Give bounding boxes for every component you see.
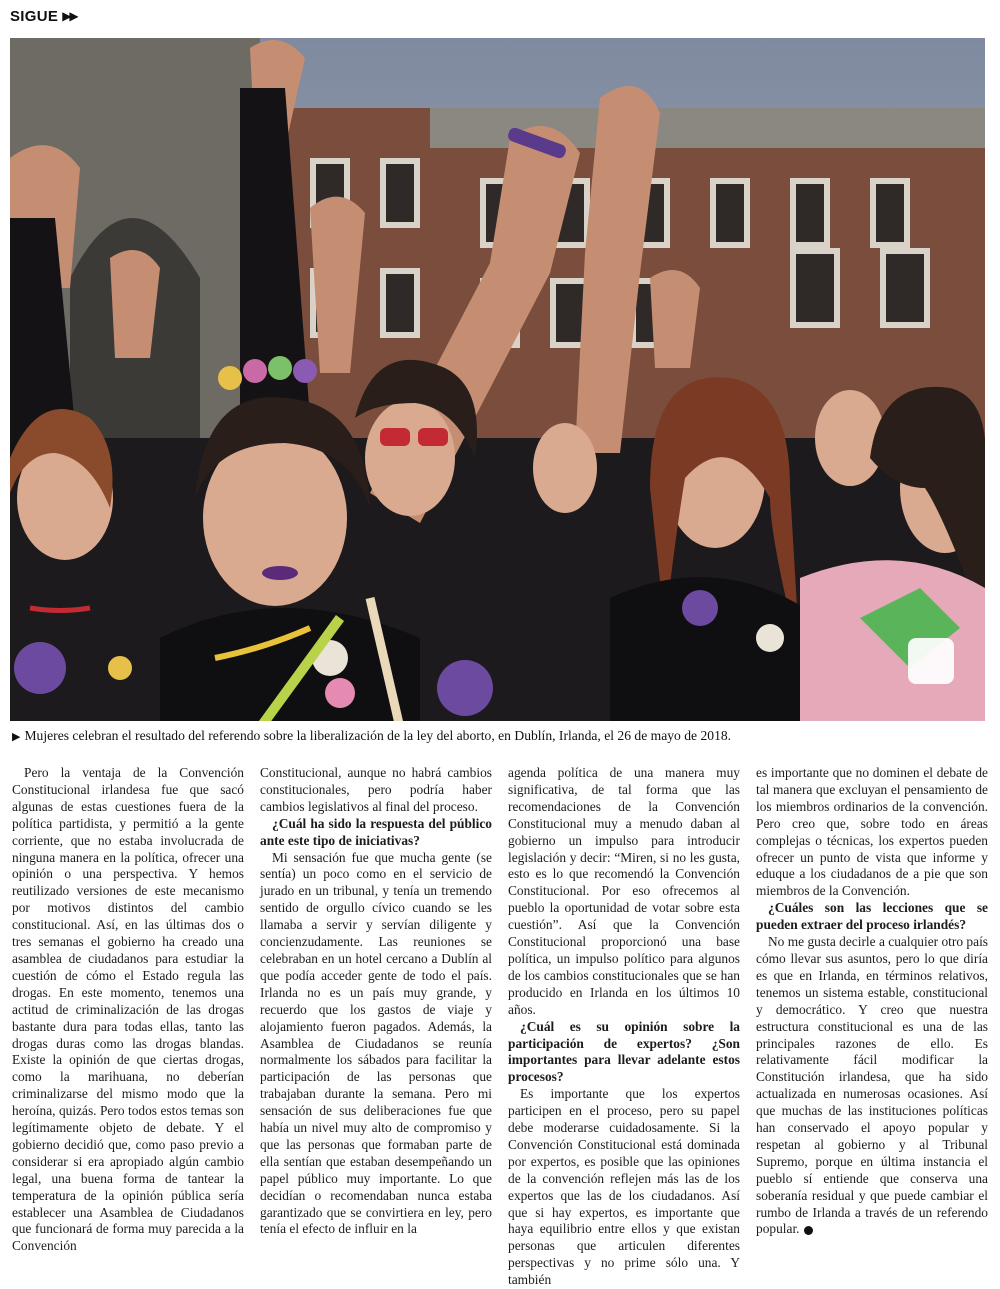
- interview-question: ¿Cuál es su opinión sobre la participación de expertos? ¿Son importantes para llevar adelante estos procesos?: [508, 1018, 740, 1085]
- continue-header: [10, 6, 77, 26]
- interview-question: ¿Cuáles son las lecciones que se pueden extraer del proceso irlandés?: [756, 900, 988, 933]
- caption-text: Mujeres celebran el resultado del referendo sobre la liberalización de la ley del aborto, en Dublín, Irlanda, el 26 de mayo de 2018.: [24, 728, 732, 743]
- paragraph: Es importante que los expertos participen en el proceso, pero su papel debe moderarse cuidadosamente. Si la Convención Constitucional está dominada por expertos, es posible que las opiniones de la convención reflejen más las de los expertos que las de los ciudadanos. Así que si hay expertos, es importante que haya equilibrio entre ellos y que existan personas que articulen diferentes perspectivas y no prime sólo una. Y también: [508, 1086, 740, 1288]
- news-photo: [10, 38, 985, 721]
- double-arrow-icon: ▶▶: [62, 9, 77, 23]
- article-body: [12, 765, 988, 1288]
- interview-question: ¿Cuál ha sido la respuesta del público ante este tipo de iniciativas?: [260, 815, 492, 848]
- paragraph: Constitucional, aunque no habrá cambios constitucionales, pero podría haber cambios legislativos al final del proceso.: [260, 765, 492, 814]
- article-column-1: [12, 765, 244, 1255]
- expand-arrows-icon: [908, 638, 985, 721]
- paragraph: es importante que no dominen el debate de tal manera que excluyan el pensamiento de los miembros ordinarios de la convención. Pero creo que, sobre todo en áreas complejas o técnicas, los expertos pueden ofrecer un punto de vista que informe y eduque a los ciudadanos de a pie que son miembros de la Convención.: [756, 765, 988, 899]
- paragraph: Mi sensación fue que mucha gente (se sentía) un poco como en el servicio de jurado en un tribunal, y tenía un tremendo sentido de orgullo cívico cuando se les llamaba a servir y servían diligente y concienzudamente. Las reuniones se celebraban en un hotel cercano a Dublín al que podía acceder gente de todo el país. Irlanda no es un país muy grande, y recuerdo que los gastos de viaje y alojamiento fueron pagados. Además, la Asamblea de Ciudadanos se reunía normalmente los sábados para facilitar la participación de las personas que trabajaban durante la semana. Pero mi sensación de sus deliberaciones fue que había un nivel muy alto de compromiso y que las personas que formaban parte de ella sentían que estaban desempeñando un papel público muy importante. Lo que decidían o recomendaban nunca estaba garantizado que se convirtiera en ley, pero tenía el efecto de influir en la: [260, 849, 492, 1237]
- article-column-2: [260, 765, 492, 1238]
- caption-marker-icon: ▶: [12, 730, 21, 743]
- photo-illustration: [10, 38, 985, 721]
- final-paragraph: [756, 934, 988, 1238]
- paragraph: Pero la ventaja de la Convención Constitucional irlandesa fue que sacó algunas de estas cuestiones fuera de la política partidista, y permitió a la gente corriente, que no estaba involucrada de ninguna manera en la política, ofrecer una opinión o una perspectiva. Y hemos reutilizado versiones de este mecanismo por motivos distintos del cambio constitucional. Así, en las últimas dos o tres semanas el gobierno ha creado una asamblea de ciudadanos para estudiar la cuestión de cómo el Estado regula las drogas. En este momento, tenemos una actitud de criminalización de las drogas bastante dura para todas ellas, tanto las drogas duras como las drogas blandas. Existe la opinión de que ciertas drogas, como la marihuana, no deberían criminalizarse del mismo modo que la heroína, quizás. Pero todos estos temas son legítimamente objeto de debate. Y el gobierno decidió que, como paso previo a considerar si era apropiado algún cambio legal, una buena forma de tantear la temperatura de la opinión pública sería establecer una Asamblea de Ciudadanos que funcionará de forma muy parecida a la Convención: [12, 765, 244, 1254]
- article-column-3: [508, 765, 740, 1289]
- photo-caption: [12, 728, 987, 744]
- paragraph: agenda política de una manera muy significativa, de tal forma que las recomendaciones de la Convención Constitucional muy a menudo daban al gobierno un impulso para introducir legislación y decir: “Miren, si no les gusta, esto es lo que recomendó la Convención Constitucional. Por eso ofrecemos al pueblo la oportunidad de votar sobre esta cuestión”. Así que la Convención Constitucional proporcionó una base política, un impulso político para algunos de los cambios constitucionales que se han producido en Irlanda en los últimos 10 años.: [508, 765, 740, 1017]
- expand-image-button[interactable]: [908, 638, 954, 684]
- end-of-article-icon: [804, 1226, 813, 1235]
- article-column-4: [756, 765, 988, 1238]
- paragraph-text: No me gusta decirle a cualquier otro país cómo llevar sus asuntos, pero lo que diría es que en Irlanda, en términos relativos, tenemos un sistema estable, constitucional y democrático. Y creo que nuestra estructura constitucional es una de las principales razones de ello. Es relativamente fácil modificar la Constitución irlandesa, que ha sido actualizada en numerosas ocasiones. Así que muchas de las instituciones políticas han conservado el apoyo popular y respetan al gobierno y al Tribunal Supremo, porque en última instancia el pueblo sí entiende que conserva una soberanía residual y que puede cambiar el rumbo de Irlanda a través de un referendo popular.: [756, 934, 988, 1237]
- continue-label: SIGUE: [10, 7, 59, 25]
